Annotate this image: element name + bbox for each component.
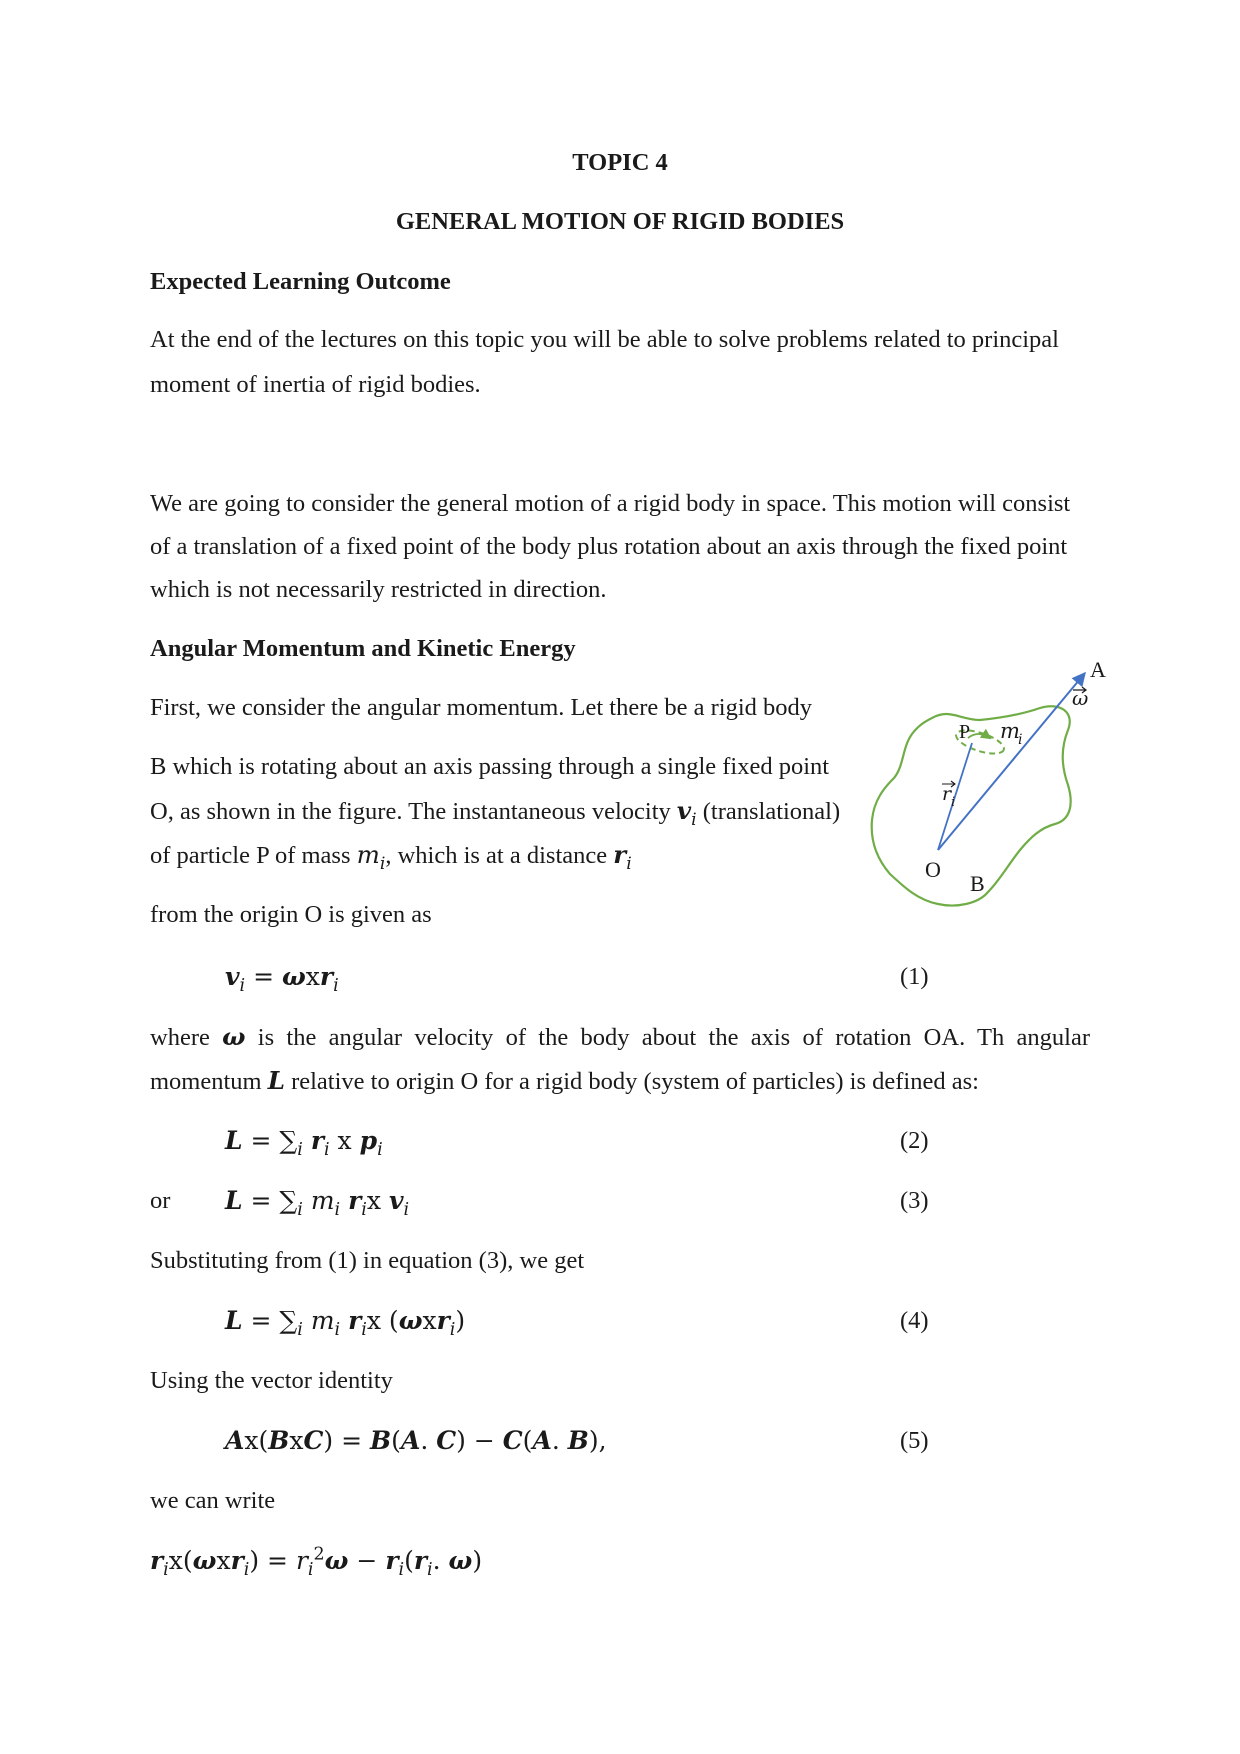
- equation-2: $L = \sum_i$ $r_i$ x $p_i$: [225, 1126, 383, 1160]
- equation-2-number: (2): [900, 1127, 929, 1154]
- intro-line-1: We are going to consider the general motion of a rigid body in space. This motion will consist: [150, 490, 1071, 517]
- equation-3-number: (3): [900, 1187, 929, 1214]
- para2-line-2-text: momentum: [150, 1068, 262, 1095]
- para1-line-4-text: of particle P of mass: [150, 842, 351, 869]
- r-i-symbol: $r_i$: [613, 840, 632, 874]
- intro-line-3: which is not necessarily restricted in direction.: [150, 576, 607, 603]
- label-P: P: [959, 721, 971, 743]
- label-ri: [942, 781, 955, 810]
- omega-symbol: ω: [222, 1022, 246, 1051]
- page-title: GENERAL MOTION OF RIGID BODIES: [395, 208, 845, 235]
- label-A: A: [1090, 660, 1106, 682]
- outcome-heading: Expected Learning Outcome: [150, 268, 451, 295]
- para1-line-3-text: O, as shown in the figure. The instantaneous velocity: [150, 798, 671, 825]
- equation-4: $L = \sum_i$ $m_i$ $r_ix$ (ωxr$_i$): [225, 1306, 466, 1340]
- intro-line-2: of a translation of a fixed point of the body plus rotation about an axis through the fixed point: [150, 533, 1068, 560]
- equation-1-number: (1): [900, 963, 929, 990]
- substituting-text: Substituting from (1) in equation (3), we get: [150, 1247, 585, 1274]
- para1-line-4-tail: , which is at a distance: [385, 842, 608, 869]
- equation-1: $v_i = \omega xr_i$: [225, 962, 339, 996]
- para1-line-3-tail: (translational): [702, 798, 841, 825]
- label-omega: [1072, 686, 1088, 710]
- or-label: or: [150, 1187, 171, 1214]
- svg-text:i: i: [1018, 732, 1023, 748]
- para1-line-1: First, we consider the angular momentum. Let there be a rigid body: [150, 694, 813, 721]
- equation-4-number: (4): [900, 1307, 929, 1334]
- para2-line-2: [150, 1066, 979, 1097]
- rotation-arrow: [968, 734, 990, 738]
- para2-line-1-tail: is the angular velocity of the body about the axis of rotation OA. Th angular: [257, 1024, 1091, 1051]
- svg-text:ω: ω: [1072, 686, 1089, 710]
- svg-text:i: i: [951, 795, 956, 810]
- we-can-write-text: we can write: [150, 1487, 276, 1514]
- label-O: O: [925, 857, 941, 882]
- outcome-text-line-1: At the end of the lectures on this topic you will be able to solve problems related to principal: [150, 326, 1059, 353]
- para2-line-1: [150, 1022, 1090, 1053]
- para2-line-2-tail: relative to origin O for a rigid body (system of particles) is defined as:: [291, 1068, 979, 1095]
- section-heading: Angular Momentum and Kinetic Energy: [150, 635, 576, 662]
- L-symbol: L: [267, 1066, 285, 1095]
- equation-5: Ax(BxC) = B(A. C) − C(A. B),: [225, 1426, 607, 1455]
- topic-number: TOPIC 4: [572, 149, 668, 176]
- para2-line-1-text: where: [150, 1024, 210, 1051]
- para1-line-2: B which is rotating about an axis passing through a single fixed point: [150, 753, 830, 780]
- para1-line-3: [150, 796, 841, 830]
- svg-text:r: r: [942, 783, 952, 805]
- v-i-symbol: $v_i$: [676, 796, 697, 830]
- m-i-symbol: $m_i$: [356, 840, 386, 874]
- para1-line-5: from the origin O is given as: [150, 901, 432, 928]
- equation-6: $r_ix(\omega xr_i) = r_i^2\omega - r_i(r_i$. ω): [150, 1544, 483, 1580]
- rigid-body-figure: [860, 660, 1130, 960]
- label-mi: [1000, 719, 1022, 748]
- outcome-text-line-2: moment of inertia of rigid bodies.: [150, 371, 481, 398]
- svg-text:m: m: [1000, 719, 1020, 743]
- vector-identity-text: Using the vector identity: [150, 1367, 393, 1394]
- label-B: B: [970, 871, 985, 896]
- para1-line-4: [150, 840, 632, 874]
- equation-5-number: (5): [900, 1427, 929, 1454]
- equation-3: $L = \sum_i$ $m_i$ $r_ix$ $v_i$: [225, 1186, 410, 1220]
